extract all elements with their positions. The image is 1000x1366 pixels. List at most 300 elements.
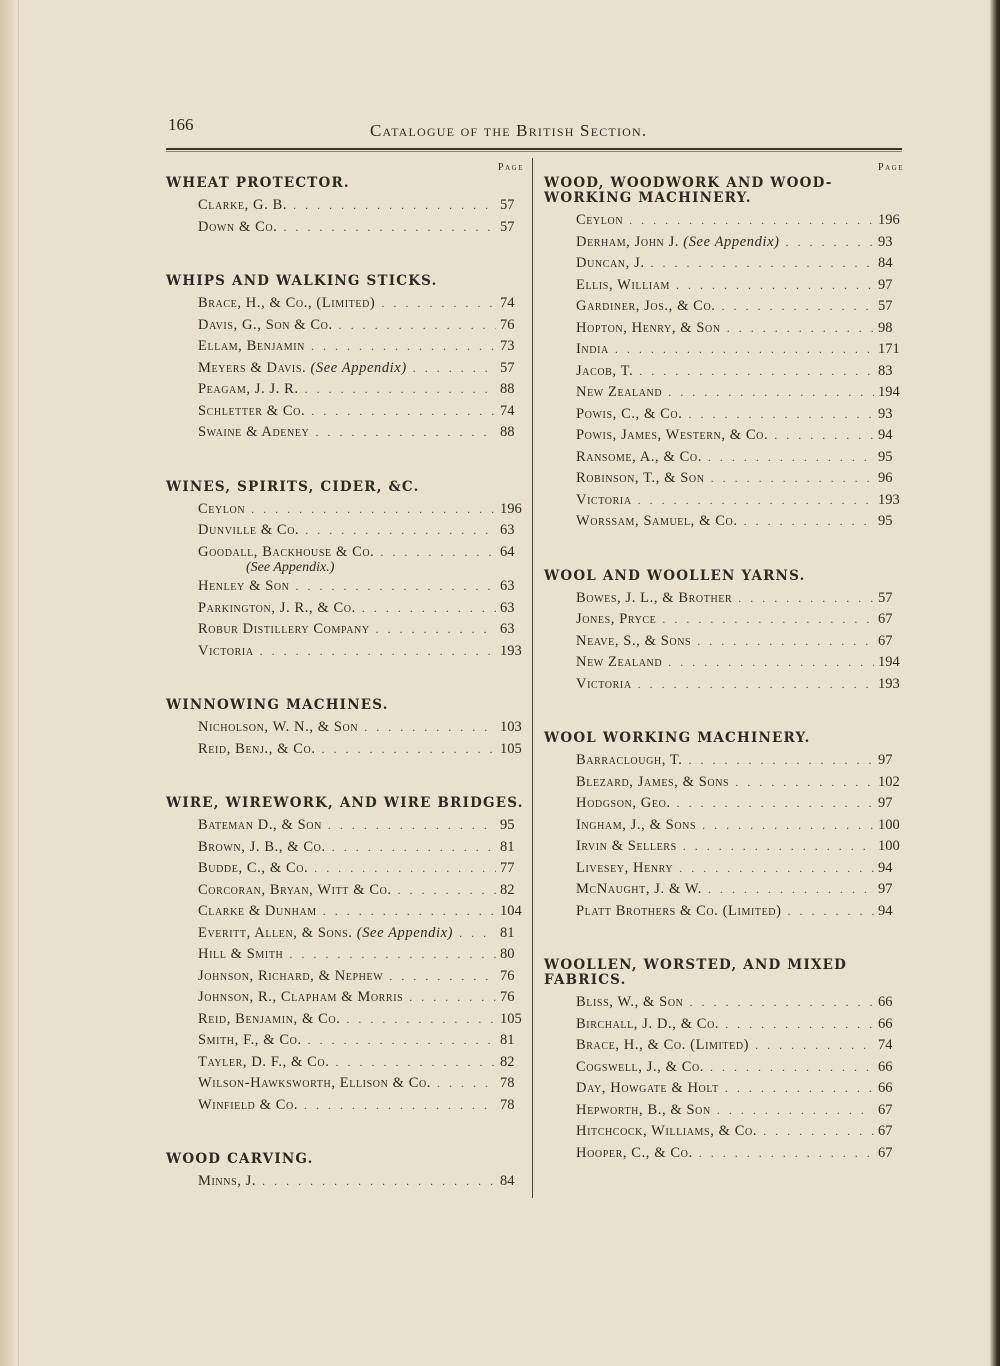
page-right-edge [990,0,1000,1366]
dot-leader [364,720,496,735]
section-heading: WIRE, WIREWORK, AND WIRE BRIDGES. [166,795,524,811]
exhibitor-name-text: India [576,341,609,357]
exhibitor-entry [198,903,526,925]
exhibitor-name [198,578,289,595]
exhibitor-name [198,338,305,355]
page-reference: 94 [878,427,893,443]
section-heading: WHIPS AND WALKING STICKS. [166,273,438,289]
exhibitor-name-text: Schletter & Co. [198,402,306,419]
dot-leader [699,1146,874,1161]
exhibitor-entry [198,600,526,622]
exhibitor-entry [198,989,526,1011]
exhibitor-name [576,838,677,855]
exhibitor-name [576,1145,693,1162]
page-reference: 194 [878,654,900,670]
exhibitor-name-text: Barraclough, T. [576,752,683,768]
page-reference: 64 [500,543,515,560]
appendix-note: (See Appendix) [356,924,454,941]
exhibitor-name [198,424,309,441]
exhibitor-entry [576,1102,904,1124]
exhibitor-entry [198,501,526,523]
exhibitor-name [198,403,305,420]
exhibitor-name [198,1011,340,1028]
exhibitor-entry [198,621,526,643]
section-heading: WOOD CARVING. [166,1151,314,1167]
dot-leader [679,861,874,876]
dot-leader [251,502,496,517]
page-header [168,115,898,145]
exhibitor-name [198,317,333,334]
page-reference: 95 [500,817,515,833]
dot-leader [725,1017,874,1032]
exhibitor-name [576,470,705,487]
exhibitor-entry [198,925,526,947]
dot-leader [774,428,874,443]
exhibitor-name-text: Brown, J. B., & Co. [198,838,326,855]
dot-leader [638,493,874,508]
exhibitor-name [576,795,671,812]
dot-leader [688,407,874,422]
exhibitor-entry [198,295,526,317]
dot-leader [295,579,496,594]
appendix-note: (See Appendix) [310,359,407,376]
dot-leader [314,861,496,876]
exhibitor-name [576,611,656,628]
exhibitor-entry [576,1037,904,1059]
exhibitor-name-text: Jones, Pryce [576,611,657,627]
dot-leader [381,296,496,311]
page-reference: 97 [878,752,893,768]
exhibitor-entry [576,881,904,903]
exhibitor-name-text: Tayler, D. F., & Co. [198,1053,330,1070]
exhibitor-name-text: Johnson, R., Clapham & Morris [198,989,404,1005]
dot-leader [389,969,496,984]
page-reference: 67 [878,632,893,649]
exhibitor-name [576,363,633,380]
page-reference: 94 [878,859,893,876]
page-left-edge [0,0,14,1366]
exhibitor-entry [198,1173,526,1195]
section-heading: WOOLLEN, WORSTED, AND MIXED FABRICS. [544,957,848,988]
exhibitor-name-text: Winfield & Co. [198,1096,299,1113]
exhibitor-name [198,719,358,736]
dot-leader [376,622,496,637]
exhibitor-entry [576,590,904,612]
catalogue-section [166,480,526,665]
exhibitor-name [576,590,732,607]
page-reference: 66 [878,1015,893,1032]
page-reference: 76 [500,989,515,1005]
exhibitor-name [198,1054,329,1071]
page-reference: 57 [878,589,893,606]
section-heading: WINES, SPIRITS, CIDER, &C. [166,478,420,495]
exhibitor-name [576,255,645,272]
exhibitor-name-text: Irvin & Sellers [576,838,677,854]
exhibitor-entry [576,1123,904,1145]
exhibitor-name [198,1097,298,1114]
entry-list [166,719,526,762]
exhibitor-name [576,654,662,671]
dot-leader [683,839,874,854]
exhibitor-entry [576,1145,904,1167]
page-reference: 88 [500,424,515,440]
page-reference: 63 [500,599,515,616]
page-reference: 98 [878,319,893,336]
exhibitor-entry [576,449,904,471]
dot-leader [725,1081,874,1096]
exhibitor-entry [198,522,526,544]
exhibitor-name-text: Meyers & Davis. [198,359,307,376]
running-title: Catalogue of the British Section. [370,121,648,140]
exhibitor-entry [198,946,526,968]
exhibitor-name [198,860,308,877]
exhibitor-name [198,925,453,942]
exhibitor-name [198,643,254,660]
exhibitor-name [198,1032,302,1049]
page-reference: 57 [500,197,515,213]
exhibitor-name-text: Powis, C., & Co. [576,405,683,422]
exhibitor-name-text: Wilson-Hawksworth, Ellison & Co. [198,1075,432,1091]
appendix-note: (See Appendix) [683,233,780,250]
dot-leader [322,742,496,757]
page-reference: 105 [500,1010,522,1027]
exhibitor-entry [198,719,526,741]
page-reference: 93 [878,233,893,250]
exhibitor-name [198,360,407,377]
page-reference: 57 [500,218,515,235]
dot-leader [689,995,874,1010]
exhibitor-name-text: New Zealand [576,384,663,400]
section-heading: WOOD, WOODWORK AND WOOD-WORKING MACHINERY. [544,175,833,206]
exhibitor-name [198,839,326,856]
exhibitor-name-text: Parkington, J. R., & Co. [198,599,356,616]
exhibitor-entry [576,795,904,817]
exhibitor-name [198,946,283,963]
exhibitor-entry [198,1097,526,1119]
section-heading: WHEAT PROTECTOR. [166,175,350,191]
page-reference: 73 [500,338,515,354]
exhibitor-name-text: Hodgson, Geo. [576,795,671,811]
exhibitor-name-text: Powis, James, Western, & Co. [576,427,769,443]
exhibitor-name [576,1123,757,1140]
exhibitor-entry [576,277,904,299]
exhibitor-name-text: Victoria [198,642,254,659]
page-reference: 94 [878,902,893,919]
right-column [544,162,904,1200]
dot-leader [702,818,874,833]
dot-leader [413,361,496,376]
exhibitor-name [576,860,673,877]
catalogue-section [166,274,526,446]
exhibitor-entry [198,643,526,665]
dot-leader [651,256,874,271]
page-reference: 80 [500,946,515,962]
exhibitor-entry [576,513,904,535]
page-reference: 74 [500,402,515,419]
exhibitor-name-text: Platt Brothers & Co. (Limited) [576,902,782,919]
exhibitor-name-text: Budde, C., & Co. [198,860,309,876]
dot-leader [311,404,496,419]
exhibitor-name [576,1080,719,1097]
page-reference: 63 [500,578,515,594]
page-reference: 97 [878,276,893,293]
dot-leader [629,213,874,228]
exhibitor-name-text: Duncan, J. [576,255,645,271]
dot-leader [638,677,874,692]
page-reference: 103 [500,719,522,735]
exhibitor-name [198,817,322,834]
page-reference: 76 [500,316,515,333]
exhibitor-name-text: Hill & Smith [198,946,284,962]
page-reference: 95 [878,448,893,465]
exhibitor-entry [198,578,526,600]
section-heading: WINNOWING MACHINES. [166,697,389,713]
exhibitor-name-text: Cogswell, J., & Co. [576,1058,705,1075]
page-reference: 63 [500,621,515,637]
page-reference: 81 [500,924,515,941]
exhibitor-entry [576,676,904,698]
exhibitor-name [576,633,691,650]
exhibitor-name [198,544,374,561]
exhibitor-name [198,968,383,985]
page-reference: 104 [500,903,522,919]
exhibitor-name-text: Day, Howgate & Holt [576,1080,719,1096]
exhibitor-entry [198,317,526,339]
dot-leader [708,450,874,465]
exhibitor-entry [576,817,904,839]
dot-leader [305,523,496,538]
page-reference: 66 [878,1080,893,1096]
page-reference: 84 [500,1173,515,1189]
exhibitor-name-text: Peagam, J. J. R. [198,381,299,397]
page-reference: 193 [878,675,900,692]
page-reference: 67 [878,1123,893,1139]
exhibitor-name [576,752,683,769]
exhibitor-entry [576,234,904,256]
exhibitor-name-text: Reid, Benjamin, & Co. [198,1010,341,1027]
exhibitor-name [576,492,632,509]
exhibitor-name-text: Dunville & Co. [198,522,300,538]
exhibitor-name-text: Ellam, Benjamin [198,338,305,354]
exhibitor-name-text: Hitchcock, Williams, & Co. [576,1123,758,1139]
exhibitor-entry [576,320,904,342]
page-reference: 76 [500,967,515,984]
page-reference: 194 [878,384,900,400]
entry-list [544,994,904,1166]
exhibitor-name [198,381,299,398]
exhibitor-name-text: Hooper, C., & Co. [576,1144,693,1161]
dot-leader [437,1076,496,1091]
exhibitor-name-text: Ellis, William [576,276,671,293]
exhibitor-name-text: Ingham, J., & Sons [576,816,697,833]
page-reference: 67 [878,611,893,627]
exhibitor-name-text: Davis, G., Son & Co. [198,316,333,333]
exhibitor-name-text: Henley & Son [198,578,290,594]
dot-leader [689,753,874,768]
exhibitor-entry [576,774,904,796]
exhibitor-name [576,1037,749,1054]
exhibitor-name [198,219,277,236]
catalogue-section [544,569,904,698]
page-reference: 97 [878,881,893,897]
page-reference: 93 [878,405,893,422]
exhibitor-name [576,881,702,898]
exhibitor-entry [576,470,904,492]
dot-leader [289,947,496,962]
exhibitor-entry [576,838,904,860]
exhibitor-name-text: Goodall, Backhouse & Co. [198,543,375,560]
exhibitor-name [198,1173,256,1190]
exhibitor-name-text: Derham, John J. [576,233,680,250]
exhibitor-name [198,522,299,539]
exhibitor-name [576,817,696,834]
exhibitor-name [576,384,662,401]
page-reference: 57 [878,298,893,314]
exhibitor-name-text: Neave, S., & Sons [576,632,692,649]
exhibitor-entry [576,406,904,428]
exhibitor-name [576,320,721,337]
page-fold-line [18,0,19,1366]
dot-leader [668,655,874,670]
dot-leader [332,840,496,855]
exhibitor-name-text: Hepworth, B., & Son [576,1101,711,1118]
dot-leader [398,883,496,898]
dot-leader [304,1098,496,1113]
dot-leader [305,382,496,397]
dot-leader [710,1060,874,1075]
page-number: 166 [168,115,194,134]
exhibitor-entry [198,381,526,403]
page-reference: 63 [500,522,515,538]
exhibitor-entry [576,427,904,449]
dot-leader [727,321,874,336]
entry-list [166,1173,526,1195]
exhibitor-name-text: Minns, J. [198,1173,257,1189]
exhibitor-entry [198,197,526,219]
exhibitor-name-text: Robinson, T., & Son [576,470,705,486]
dot-leader [738,591,874,606]
exhibitor-name-text: Ceylon [198,500,246,517]
exhibitor-name [576,676,632,693]
appendix-note: (See Appendix.) [246,560,335,575]
exhibitor-name [576,1059,704,1076]
entry-list [166,295,526,446]
page-reference: 82 [500,881,515,898]
exhibitor-entry [576,860,904,882]
page-reference: 97 [878,795,893,811]
entry-list [544,752,904,924]
exhibitor-entry [576,212,904,234]
exhibitor-name-text: Victoria [576,675,632,692]
exhibitor-entry [576,611,904,633]
exhibitor-entry [198,860,526,882]
dot-leader [262,1174,496,1189]
exhibitor-name-text: Johnson, Richard, & Nephew [198,967,384,984]
catalogue-section [166,796,526,1118]
dot-leader [323,904,496,919]
exhibitor-name-text: Ceylon [576,212,624,228]
exhibitor-name [576,277,670,294]
exhibitor-name [576,449,702,466]
page-column-label: Page [878,162,904,173]
dot-leader [283,220,496,235]
exhibitor-entry [198,968,526,990]
exhibitor-name-text: Robur Distillery Company [198,621,370,637]
dot-leader [788,904,874,919]
exhibitor-entry [576,341,904,363]
dot-leader [315,425,496,440]
exhibitor-name [198,989,403,1006]
exhibitor-entry [576,384,904,406]
exhibitor-entry [576,492,904,514]
dot-leader [786,235,874,250]
exhibitor-name-text: Clarke, G. B. [198,197,288,213]
exhibitor-name [198,621,370,638]
exhibitor-entry [576,633,904,655]
left-sections [166,176,526,1195]
exhibitor-entry [198,1032,526,1054]
exhibitor-entry [198,403,526,425]
exhibitor-entry [198,424,526,446]
page-reference: 96 [878,470,893,486]
catalogue-section [166,1152,526,1195]
page-reference: 81 [500,1032,515,1048]
exhibitor-name [198,1075,431,1092]
exhibitor-entry [576,752,904,774]
left-column [166,162,526,1229]
page-reference: 74 [878,1037,893,1053]
exhibitor-name-text: Clarke & Dunham [198,903,317,919]
exhibitor-entry [198,1011,526,1033]
exhibitor-entry [198,1054,526,1076]
catalogue-section [544,731,904,924]
exhibitor-name-text: Bateman D., & Son [198,817,322,833]
dot-leader [328,818,496,833]
exhibitor-name-text: Victoria [576,491,632,508]
dot-leader [708,882,874,897]
exhibitor-entry [576,363,904,385]
catalogue-section [544,958,904,1166]
exhibitor-entry [576,255,904,277]
right-sections [544,176,904,1166]
exhibitor-name [198,903,317,920]
exhibitor-entry [576,298,904,320]
exhibitor-entry [198,360,526,382]
page-reference: 102 [878,773,900,790]
exhibitor-name [576,212,623,229]
exhibitor-name-text: Livesey, Henry [576,859,674,876]
exhibitor-name-text: Gardiner, Jos., & Co. [576,298,716,314]
dot-leader [677,796,874,811]
dot-leader [346,1012,496,1027]
exhibitor-name [198,295,375,312]
page-reference: 78 [500,1096,515,1113]
page-reference: 77 [500,860,515,876]
dot-leader [717,1103,874,1118]
exhibitor-name-text: New Zealand [576,654,663,670]
exhibitor-name [576,1102,711,1119]
entry-list [166,197,526,240]
dot-leader [308,1033,496,1048]
exhibitor-name-text: Brace, H., & Co., (Limited) [198,295,376,311]
header-rule-thin [166,151,902,152]
page-reference: 105 [500,740,522,757]
page-reference: 100 [878,838,900,854]
exhibitor-name [576,234,780,251]
exhibitor-name [576,774,729,791]
dot-leader [459,926,496,941]
dot-leader [335,1055,496,1070]
